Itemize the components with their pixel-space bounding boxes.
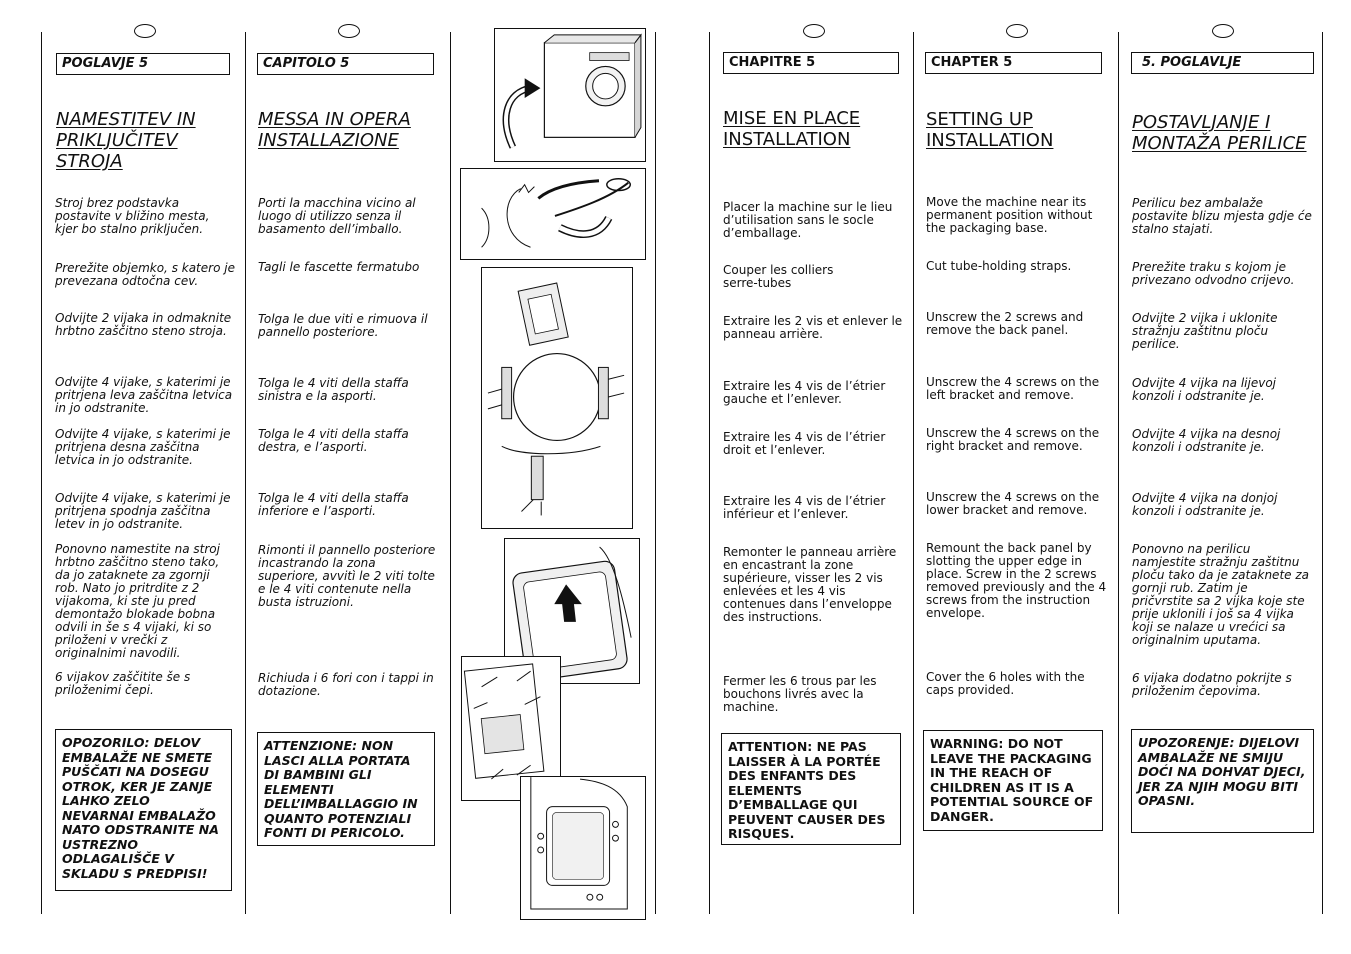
step-text: Cut tube-holding straps.: [926, 259, 1072, 273]
step-text: Remonter le panneau arrière en encastrant la zone supérieure, visser les 2 vis enlevées et les 4 vis contenues dans l’enveloppe des instructions.: [723, 545, 897, 624]
step-text: Move the machine near its permanent position without the packaging base.: [926, 195, 1093, 235]
column-rule: [913, 32, 914, 914]
step-text: Tolga le 4 viti della staffa destra, e l’asporti.: [258, 427, 409, 454]
language-marker-oval: [1212, 24, 1234, 38]
step-text: Odvijte 4 vijake, s katerimi je pritrjena spodnja zaščitna letev in jo odstranite.: [55, 491, 231, 531]
step-text: Tolga le 4 viti della staffa inferiore e l’asporti.: [258, 491, 409, 518]
step-text: Prerežite objemko, s katero je prevezana odtočna cev.: [55, 261, 235, 288]
step-text: Porti la macchina vicino al luogo di utilizzo senza il basamento dell’imballo.: [258, 196, 416, 236]
chapter-heading: POGLAVJE 5: [56, 53, 230, 75]
column-rule: [245, 32, 246, 914]
column-rule: [709, 32, 710, 914]
step-text: Rimonti il pannello posteriore incastrando la zona superiore, avvitì le 2 viti tolte e le 4 viti contenute nella busta istruzioni.: [258, 543, 436, 609]
step-text: Extraire les 4 vis de l’étrier gauche et l’enlever.: [723, 379, 886, 406]
language-marker-oval: [1006, 24, 1028, 38]
section-title: MESSA IN OPERA INSTALLAZIONE: [258, 109, 411, 151]
step-text: Odvijte 4 vijka na desnoj konzoli i odstranite je.: [1132, 427, 1281, 454]
section-title: NAMESTITEV IN PRIKLJUČITEV STROJA: [56, 109, 196, 172]
section-title: POSTAVLJANJE I MONTAŽA PERILICE: [1132, 112, 1307, 154]
step-text: Couper les colliers serre-tubes: [723, 263, 834, 290]
step-text: Richiuda i 6 fori con i tappi in dotazione.: [258, 671, 434, 698]
warning-box: OPOZORILO: DELOV EMBALAŽE NE SMETE PUŠČATI NA DOSEGU OTROK, KER JE ZANJE LAHKO ZELO NEVARNAI EMBALAŽO NATO ODSTRANITE NA USTREZNO ODLAGALIŠČE V SKLADU S PREDPISI!: [55, 729, 232, 891]
column-rule: [41, 32, 42, 914]
step-text: Cover the 6 holes with the caps provided.: [926, 670, 1085, 697]
step-text: 6 vijakov zaščitite še s priloženimi čepi.: [55, 670, 191, 697]
step-text: Unscrew the 4 screws on the left bracket and remove.: [926, 375, 1100, 402]
section-title: SETTING UP INSTALLATION: [926, 109, 1054, 151]
illustration-remove-brackets: [481, 267, 633, 529]
step-text: Odvijte 2 vijka i uklonite stražnju zaštitnu ploču perilice.: [1132, 311, 1278, 351]
step-text: Tolga le 4 viti della staffa sinistra e la asporti.: [258, 376, 409, 403]
step-text: Unscrew the 4 screws on the right bracket and remove.: [926, 426, 1100, 453]
step-text: Odvijte 4 vijka na lijevoj konzoli i odstranite je.: [1132, 376, 1277, 403]
warning-box: ATTENTION: NE PAS LAISSER À LA PORTÉE DES ENFANTS DES ELEMENTS D’EMBALLAGE QUI PEUVENT CAUSER DES RISQUES.: [721, 733, 901, 845]
section-title: MISE EN PLACE INSTALLATION: [723, 108, 861, 150]
step-text: Extraire les 4 vis de l’étrier inférieur et l’enlever.: [723, 494, 886, 521]
step-text: Extraire les 4 vis de l’étrier droit et l’enlever.: [723, 430, 886, 457]
step-text: Tagli le fascette fermatubo: [258, 260, 420, 274]
column-rule: [655, 32, 656, 914]
column-rule: [1118, 32, 1119, 914]
language-marker-oval: [338, 24, 360, 38]
step-text: Tolga le due viti e rimuova il pannello posteriore.: [258, 312, 428, 339]
step-text: Odvijte 4 vijka na donjoj konzoli i odstranite je.: [1132, 491, 1278, 518]
language-marker-oval: [134, 24, 156, 38]
chapter-heading: CHAPITRE 5: [723, 52, 899, 74]
warning-box: WARNING: DO NOT LEAVE THE PACKAGING IN THE REACH OF CHILDREN AS IT IS A POTENTIAL SOURCE OF DANGER.: [923, 730, 1103, 831]
chapter-heading: CAPITOLO 5: [257, 53, 434, 75]
column-rule: [1322, 32, 1323, 914]
illustration-cut-strap: [460, 168, 646, 260]
step-text: Odvijte 4 vijake, s katerimi je pritrjena desna zaščitna letvica in jo odstranite.: [55, 427, 231, 467]
column-rule: [450, 32, 451, 914]
chapter-heading: 5. POGLAVLJE: [1131, 52, 1314, 74]
step-text: 6 vijaka dodatno pokrijte s priloženim čepovima.: [1132, 671, 1292, 698]
step-text: Remount the back panel by slotting the upper edge in place. Screw in the 2 screws removed previously and the 4 screws from the instruction envelope.: [926, 541, 1107, 620]
step-text: Placer la machine sur le lieu d’utilisation sans le socle d’emballage.: [723, 200, 893, 240]
step-text: Perilicu bez ambalaže postavite blizu mjesta gdje će stalno stajati.: [1132, 196, 1312, 236]
step-text: Fermer les 6 trous par les bouchons livrés avec la machine.: [723, 674, 877, 714]
step-text: Extraire les 2 vis et enlever le panneau arrière.: [723, 314, 903, 341]
chapter-heading: CHAPTER 5: [925, 52, 1102, 74]
illustration-caps: [520, 776, 646, 920]
step-text: Odvijte 2 vijaka in odmaknite hrbtno zaščitno steno stroja.: [55, 311, 232, 338]
step-text: Ponovno namestite na stroj hrbtno zaščitno steno tako, da jo zataknete za zgornji rob. Nato jo pritrdite z 2 vijakoma, ki ste ju pred demontažo blokade bobna odvili in še s 4 vijaki, ki so priloženi v vrečki z originalnimi navodili.: [55, 542, 220, 660]
language-marker-oval: [803, 24, 825, 38]
step-text: Prerežite traku s kojom je privezano odvodno crijevo.: [1132, 260, 1295, 287]
step-text: Unscrew the 2 screws and remove the back panel.: [926, 310, 1084, 337]
warning-box: UPOZORENJE: DIJELOVI AMBALAŽE NE SMIJU DOĆI NA DOHVAT DJECI, JER ZA NJIH MOGU BITI OPASNI.: [1131, 729, 1314, 833]
step-text: Ponovno na perilicu namjestite stražnju zaštitnu ploču tako da je zataknete za gornji rub. Zatim je pričvrstite sa 2 vijka koje ste prije uklonili i još sa 4 vijka koji se nalaze u vrećici sa originalnim uputama.: [1132, 542, 1309, 647]
step-text: Unscrew the 4 screws on the lower bracket and remove.: [926, 490, 1100, 517]
illustration-move-machine: [494, 28, 646, 162]
warning-box: ATTENZIONE: NON LASCI ALLA PORTATA DI BAMBINI GLI ELEMENTI DELL’IMBALLAGGIO IN QUANTO POTENZIALI FONTI DI PERICOLO.: [257, 732, 435, 846]
step-text: Odvijte 4 vijake, s katerimi je pritrjena leva zaščitna letvica in jo odstranite.: [55, 375, 233, 415]
step-text: Stroj brez podstavka postavite v bližino mesta, kjer bo stalno priključen.: [55, 196, 210, 236]
